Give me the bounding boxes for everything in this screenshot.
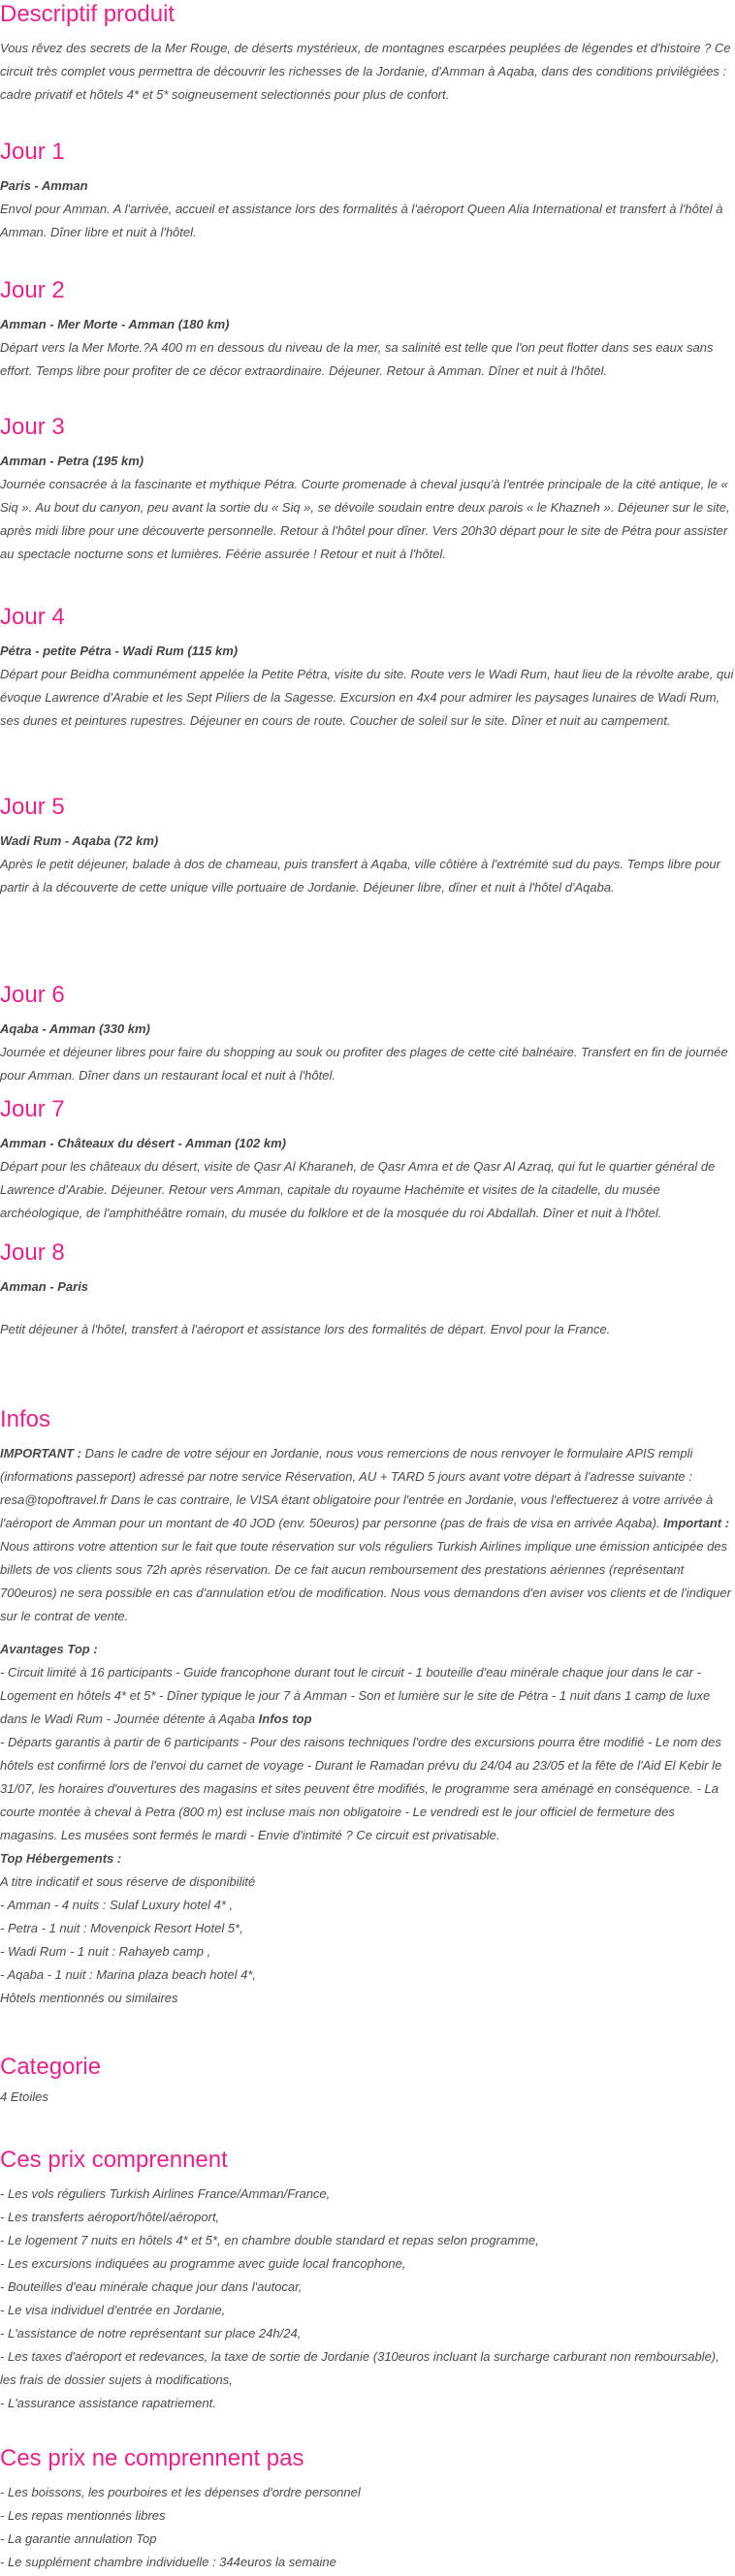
section-title-comprennent: Ces prix comprennent xyxy=(0,2147,228,2173)
important-text: Dans le cadre de votre séjour en Jordanie, nous vous remercions de nous renvoyer le formulaire APIS rempli (informations passeport) adressé par notre service Réservation, AU + TARD 5 jours avant votre départ à l'adresse suivante : resa@topoftravel.fr Dans le cas contraire, le VISA étant obligatoire pour l'entrée en Jordanie, vous l'effectuerez à votre arrivée à l'aéroport de Amman pour un montant de 40 JOD (env. 50euros) par personne (pas de frais de visa en arrivée Aqaba). xyxy=(0,1446,714,1530)
day-title: Jour 6 xyxy=(0,982,65,1008)
day-text: Journée consacrée à la fascinante et mythique Pétra. Courte promenade à cheval jusqu'à l'entrée principale de la cité antique, le « Siq ». Au bout du canyon, peu avant la sortie du « Siq », se dévoile soudain entre deux parois « le Khazneh ». Déjeuner sur le site, après midi libre pour une découverte personnelle. Retour à l'hôtel pour dîner. Vers 20h30 départ pour le site de Pétra pour assister au spectacle nocturne sons et lumières. Féérie assurée ! Retour et nuit à l'hôtel. xyxy=(0,477,730,561)
ne-comprennent-item: - Le supplément chambre individuelle : 344euros la semaine xyxy=(0,2555,336,2569)
comprennent-list xyxy=(0,2183,735,2415)
comprennent-item: - Le logement 7 nuits en hôtels 4* et 5*, en chambre double standard et repas selon programme, xyxy=(0,2233,539,2247)
day-route: Aqaba - Amman (330 km) xyxy=(0,1021,150,1036)
day-route: Amman - Châteaux du désert - Amman (102 km) xyxy=(0,1136,286,1150)
day-section xyxy=(0,276,735,383)
descriptif-section xyxy=(0,0,735,107)
day-text: Petit déjeuner à l'hôtel, transfert à l'aéroport et assistance lors des formalités de départ. Envol pour la France. xyxy=(0,1322,611,1336)
comprennent-item: - Bouteilles d'eau minérale chaque jour dans l'autocar, xyxy=(0,2279,303,2294)
section-title-ne-comprennent: Ces prix ne comprennent pas xyxy=(0,2445,304,2471)
categorie-text: 4 Etoiles xyxy=(0,2089,48,2104)
infos-section xyxy=(0,1405,735,2010)
day-title: Jour 5 xyxy=(0,794,65,820)
hebergement-line: Hôtels mentionnés ou similaires xyxy=(0,1991,178,2005)
important2-text: Nous attirons votre attention sur le fait que toute réservation sur vols réguliers Turkish Airlines implique une émission anticipée des billets de vos clients sous 72h après réservation. De ce fait aucun remboursement des prestations aériennes (représentant 700euros) ne sera possible en cas d'annulation et/ou de modification. Nous vous demandons d'en aviser vos clients et de l'indiquer sur le contrat de vente. xyxy=(0,1539,731,1623)
section-title-descriptif: Descriptif produit xyxy=(0,1,176,27)
comprennent-item: - Les vols réguliers Turkish Airlines France/Amman/France, xyxy=(0,2186,331,2201)
day-text: Envol pour Amman. A l'arrivée, accueil et assistance lors des formalités à l'aéroport Queen Alia International et transfert à l'hôtel à Amman. Dîner libre et nuit à l'hôtel. xyxy=(0,202,723,239)
ne-comprennent-section xyxy=(0,2444,735,2574)
day-title: Jour 4 xyxy=(0,604,65,630)
day-route: Pétra - petite Pétra - Wadi Rum (115 km) xyxy=(0,644,239,658)
day-text: Départ vers la Mer Morte.?A 400 m en dessous du niveau de la mer, sa salinité est telle que l'on peut flotter dans ses eaux sans effort. Temps libre pour profiter de ce décor extraordinaire. Déjeuner. Retour à Amman. Dîner et nuit à l'hôtel. xyxy=(0,340,714,378)
day-section xyxy=(0,138,735,244)
day-text: Après le petit déjeuner, balade à dos de chameau, puis transfert à Aqaba, ville côtière à l'extrémité sud du pays. Temps libre pour partir à la découverte de cette unique ville portuaire de Jordanie. Déjeuner libre, dîner et nuit à l'hôtel d'Aqaba. xyxy=(0,857,720,895)
hebergement-line: - Wadi Rum - 1 nuit : Rahayeb camp , xyxy=(0,1944,211,1959)
categorie-section xyxy=(0,2053,735,2109)
day-section xyxy=(0,1239,735,1341)
important2-label: Important : xyxy=(663,1516,730,1530)
day-section xyxy=(0,793,735,899)
day-route: Amman - Mer Morte - Amman (180 km) xyxy=(0,317,230,331)
day-section xyxy=(0,981,735,1087)
day-title: Jour 7 xyxy=(0,1096,65,1122)
day-title: Jour 2 xyxy=(0,277,65,303)
hebergement-line: - Aqaba - 1 nuit : Marina plaza beach hotel 4*, xyxy=(0,1967,257,1982)
comprennent-item: - Le visa individuel d'entrée en Jordanie, xyxy=(0,2303,226,2317)
comprennent-item: - Les taxes d'aéroport et redevances, la taxe de sortie de Jordanie (310euros incluant la surcharge carburant non remboursable), les frais de dossier sujets à modifications, xyxy=(0,2349,719,2387)
infos-important-paragraph xyxy=(0,1442,735,1628)
infos-top-label: Infos top xyxy=(258,1712,312,1726)
infos-top-text: - Départs garantis à partir de 6 participants - Pour des raisons techniques l'ordre des excursions pourra être modifié - Le nom des hôtels est confirmé lors de l'envoi du carnet de voyage - Durant le Ramadan prévu du 24/04 au 23/05 et la fête de l'Aid El Kebir le 31/07, les horaires d'ouvertures des magasins et sites peuvent être modifiés, le programme sera aménagé en conséquence. - La courte montée à cheval à Petra (800 m) est incluse mais non obligatoire - Le vendredi est le jour officiel de fermeture des magasins. Les musées sont fermés le mardi - Envie d'intimité ? Ce circuit est privatisable. xyxy=(0,1735,722,1842)
hebergements-label: Top Hébergements : xyxy=(0,1851,122,1866)
comprennent-item: - L'assurance assistance rapatriement. xyxy=(0,2396,216,2410)
day-section xyxy=(0,603,735,733)
important-label: IMPORTANT : xyxy=(0,1446,82,1461)
hebergement-line: - Petra - 1 nuit : Movenpick Resort Hotel 5*, xyxy=(0,1921,243,1935)
hebergement-line: - Amman - 4 nuits : Sulaf Luxury hotel 4* , xyxy=(0,1898,234,1912)
section-title-categorie: Categorie xyxy=(0,2054,102,2080)
day-text: Départ pour les châteaux du désert, visite de Qasr Al Kharaneh, de Qasr Amra et de Qasr Al Azraq, qui fut le quartier général de Lawrence d'Arabie. Déjeuner. Retour vers Amman, capitale du royaume Hachémite et visites de la citadelle, du musée archéologique, de l'amphithéâtre romain, du musée du folklore et de la mosquée du roi Abdallah. Dîner et nuit à l'hôtel. xyxy=(0,1159,716,1220)
ne-comprennent-item: - La garantie annulation Top xyxy=(0,2531,157,2546)
day-route: Paris - Amman xyxy=(0,178,88,193)
day-route: Amman - Paris xyxy=(0,1279,89,1294)
descriptif-text: Vous rêvez des secrets de la Mer Rouge, de déserts mystérieux, de montagnes escarpées peuplées de légendes et d'histoire ? Ce circuit très complet vous permettra de découvrir les richesses de la Jordanie, d'Amman à Aqaba, dans des conditions privilégiées : cadre privatif et hôtels 4* et 5* soigneusement selectionnés pour plus de confort. xyxy=(0,41,731,102)
avantages-text: - Circuit limité à 16 participants - Guide francophone durant tout le circuit - 1 bouteille d'eau minérale chaque jour dans le car - Logement en hôtels 4* et 5* - Dîner typique le jour 7 à Amman - Son et lumière sur le site de Pétra - 1 nuit dans 1 camp de luxe dans le Wadi Rum - Journée détente à Aqaba xyxy=(0,1665,711,1726)
comprennent-item: - L'assistance de notre représentant sur place 24h/24, xyxy=(0,2326,302,2340)
section-title-infos: Infos xyxy=(0,1406,51,1432)
infos-avantages-paragraph xyxy=(0,1638,735,2010)
comprennent-section xyxy=(0,2146,735,2415)
ne-comprennent-item: - Les boissons, les pourboires et les dépenses d'ordre personnel xyxy=(0,2485,361,2499)
day-section xyxy=(0,1095,735,1225)
avantages-label: Avantages Top : xyxy=(0,1642,98,1656)
ne-comprennent-list xyxy=(0,2481,735,2574)
day-route: Wadi Rum - Aqaba (72 km) xyxy=(0,833,159,848)
day-route: Amman - Petra (195 km) xyxy=(0,454,144,468)
day-text: Journée et déjeuner libres pour faire du shopping au souk ou profiter des plages de cette cité balnéaire. Transfert en fin de journée pour Amman. Dîner dans un restaurant local et nuit à l'hôtel. xyxy=(0,1045,728,1083)
hebergement-line: A titre indicatif et sous réserve de disponibilité xyxy=(0,1874,256,1889)
ne-comprennent-item: - Les repas mentionnés libres xyxy=(0,2508,166,2523)
day-title: Jour 3 xyxy=(0,414,65,440)
day-title: Jour 8 xyxy=(0,1240,65,1266)
comprennent-item: - Les transferts aéroport/hôtel/aéroport, xyxy=(0,2210,220,2224)
day-title: Jour 1 xyxy=(0,139,65,165)
comprennent-item: - Les excursions indiquées au programme avec guide local francophone, xyxy=(0,2256,406,2271)
day-section xyxy=(0,413,735,566)
day-text: Départ pour Beidha communément appelée la Petite Pétra, visite du site. Route vers le Wadi Rum, haut lieu de la révolte arabe, qui évoque Lawrence d'Arabie et les Sept Piliers de la Sagesse. Excursion en 4x4 pour admirer les paysages lunaires de Wadi Rum, ses dunes et peintures rupestres. Déjeuner en cours de route. Coucher de soleil sur le site. Dîner et nuit au campement. xyxy=(0,667,734,728)
